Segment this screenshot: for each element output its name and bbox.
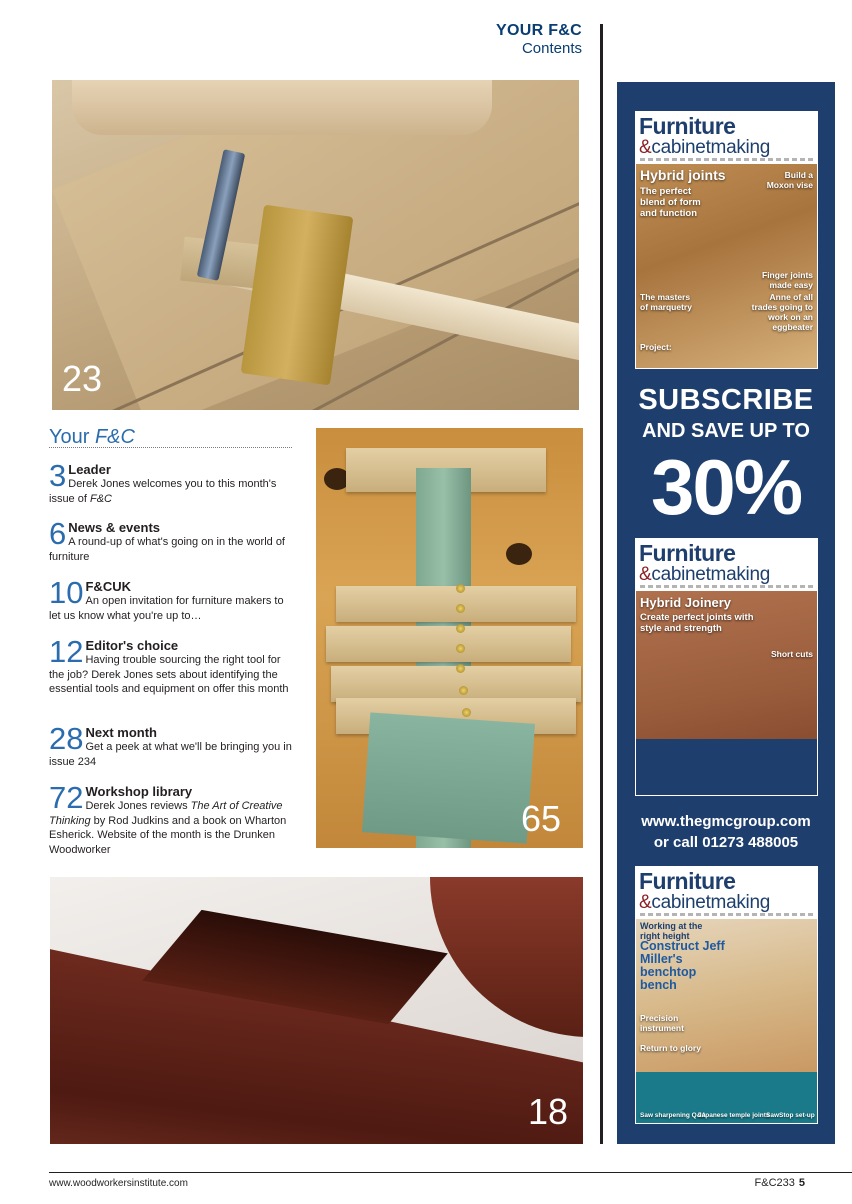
subscribe-discount: 30% <box>650 443 802 531</box>
magazine-cover-2[interactable] <box>635 538 818 796</box>
photo-marking-gauge[interactable] <box>52 80 579 410</box>
contents-entry-workshop-library[interactable] <box>49 780 294 857</box>
photo-page-number: 65 <box>521 798 562 839</box>
page-number: 5 <box>798 1177 805 1189</box>
subscribe-heading: SUBSCRIBE <box>638 384 814 416</box>
entry-title: Leader <box>68 462 111 477</box>
cover-line: Finger joints made easy <box>762 270 813 290</box>
subscribe-website-link[interactable]: www.thegmcgroup.com <box>641 813 811 830</box>
cover-masthead: Furniture &cabinetmaking <box>636 539 817 591</box>
cover-line: Return to glory <box>640 1043 701 1053</box>
footer-rule <box>49 1172 852 1173</box>
subscribe-subheading: AND SAVE UP TO <box>642 420 810 442</box>
cover-masthead: Furniture &cabinetmaking <box>636 867 817 919</box>
entry-title: Workshop library <box>85 784 193 799</box>
entry-description: An open invitation for furniture makers to let us know what you're up to… <box>49 595 284 622</box>
entry-page-number: 28 <box>49 721 84 756</box>
cover-line: The masters of marquetry <box>640 292 692 312</box>
cover-line: SawStop set-up <box>766 1112 815 1119</box>
section-heading: Your F&C <box>49 426 135 448</box>
contents-entry-news[interactable] <box>49 516 294 564</box>
section-kicker: YOUR F&C <box>496 22 582 39</box>
contents-entry-editors-choice[interactable] <box>49 634 294 697</box>
entry-description: A round-up of what's going on in the world of furniture <box>49 536 285 563</box>
entry-page-number: 10 <box>49 575 84 610</box>
photo-clamp-jig[interactable] <box>316 428 583 848</box>
photo-rosewood-plane[interactable] <box>50 877 583 1144</box>
footer-issue: F&C233 5 <box>754 1177 805 1189</box>
entry-page-number: 12 <box>49 634 84 669</box>
cover-headline: Hybrid Joinery <box>640 595 732 610</box>
entry-page-number: 3 <box>49 458 67 493</box>
photo-page-number: 18 <box>528 1091 569 1132</box>
photo-page-number: 23 <box>62 358 103 399</box>
cover-headline: Hybrid joints <box>640 167 726 183</box>
entry-description: Derek Jones reviews The Art of Creative Thinking by Rod Judkins and a book on Wharton Esherick. Website of the month is the Drunken Woodworker <box>49 800 287 856</box>
cover-masthead: Furniture &cabinetmaking <box>636 112 817 164</box>
cover-line: The perfect blend of form and function <box>640 186 701 219</box>
entry-description: Having trouble sourcing the right tool for the job? Derek Jones sets about identifying the essential tools and equipment on offer this month <box>49 654 289 695</box>
cover-line: Project: <box>640 342 672 352</box>
footer-website-link[interactable]: www.woodworkersinstitute.com <box>49 1178 188 1189</box>
page-title: Contents <box>521 40 582 57</box>
cover-line: Precision instrument <box>640 1013 684 1033</box>
entry-description: Get a peek at what we'll be bringing you in issue 234 <box>49 741 292 768</box>
magazine-cover-1[interactable] <box>635 111 818 369</box>
cover-headline: Construct Jeff Miller's benchtop bench <box>640 939 725 992</box>
contents-entry-fcuk[interactable] <box>49 575 294 623</box>
contents-entry-leader[interactable] <box>49 458 294 506</box>
entry-page-number: 6 <box>49 516 67 551</box>
cover-line: Saw sharpening Q&A <box>640 1112 707 1119</box>
cover-line: Build a Moxon vise <box>766 170 813 190</box>
entry-title: News & events <box>68 520 161 535</box>
cover-line: Short cuts <box>770 649 813 659</box>
cover-line: Anne of all trades going to work on an eggbeater <box>751 292 813 332</box>
entry-title: Next month <box>85 725 157 740</box>
cover-line: Create perfect joints with style and strength <box>640 612 754 634</box>
entry-description: Derek Jones welcomes you to this month's issue of F&C <box>49 478 277 505</box>
magazine-cover-3[interactable] <box>635 866 818 1124</box>
section-divider <box>49 447 292 448</box>
subscribe-phone: or call 01273 488005 <box>653 834 799 851</box>
contents-entry-next-month[interactable] <box>49 721 294 769</box>
cover-line: Working at the right height <box>640 921 703 941</box>
entry-title: Editor's choice <box>85 638 179 653</box>
entry-title: F&CUK <box>85 579 131 594</box>
cover-line: Japanese temple joints <box>698 1112 770 1119</box>
entry-page-number: 72 <box>49 780 84 815</box>
subscribe-contact[interactable] <box>617 811 835 853</box>
column-divider <box>600 24 603 1144</box>
